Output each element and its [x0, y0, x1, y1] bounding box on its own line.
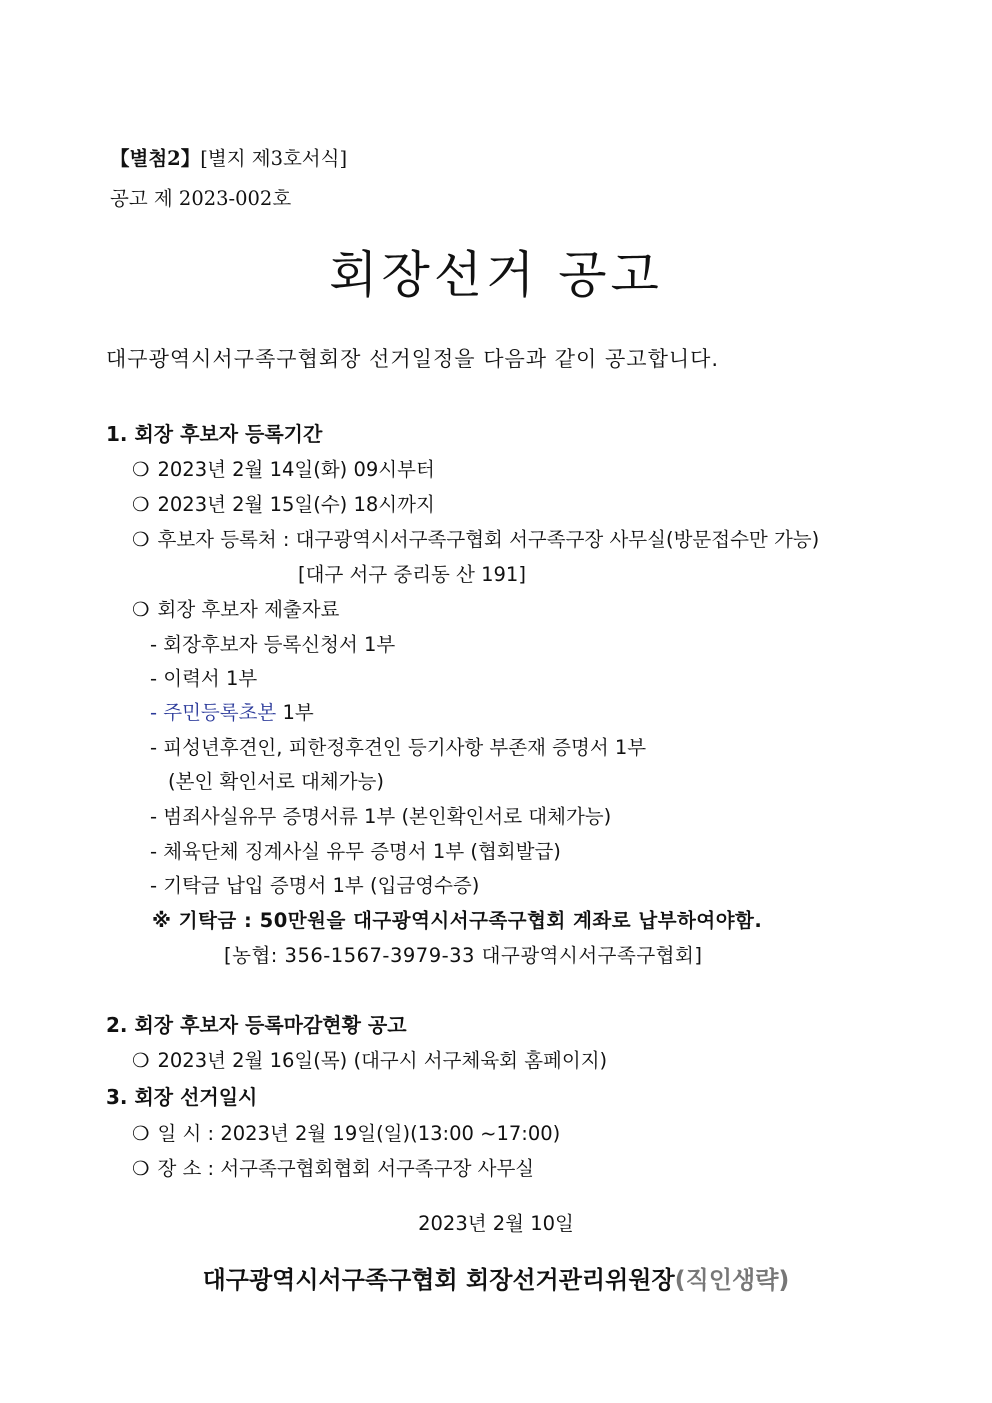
document-suffix: 1부 — [276, 701, 314, 724]
document-item — [150, 666, 257, 692]
page-title: 회장선거 공고 — [329, 246, 663, 304]
period-end: 2023년 2월 15일(수) 18시까지 — [157, 493, 435, 516]
bank-account: [농협: 356-1567-3979-33 대구광역시서구족구협회] — [224, 944, 703, 967]
election-datetime: 일 시 : 2023년 2월 19일(일)(13:00 ~17:00) — [157, 1122, 561, 1145]
document-item: - 기탁금 납입 증명서 1부 (입금영수증) — [150, 874, 480, 897]
attachment-label: 【별첨2】 — [110, 147, 201, 170]
bullet-circle-icon: ❍ — [132, 598, 150, 621]
dash: - — [150, 736, 164, 759]
bullet-circle-icon: ❍ — [132, 1049, 150, 1072]
announcement-date: 2023년 2월 16일(목) (대구시 서구체육회 홈페이지) — [157, 1049, 608, 1072]
document-item — [150, 700, 314, 726]
bullet-circle-icon: ❍ — [132, 493, 150, 516]
signature-line — [0, 1264, 992, 1296]
list-item — [132, 492, 435, 518]
section-3-heading: 3. 회장 선거일시 — [106, 1085, 258, 1109]
list-item — [132, 1121, 560, 1147]
document-text: 회장후보자 등록신청서 1부 — [163, 633, 396, 656]
section-1-heading: 1. 회장 후보자 등록기간 — [106, 422, 323, 446]
document-text: 피성년후견인, 피한정후견인 등기사항 부존재 증명서 1부 — [163, 736, 647, 759]
period-start: 2023년 2월 14일(화) 09시부터 — [157, 458, 435, 481]
list-item — [132, 527, 819, 553]
bullet-circle-icon: ❍ — [132, 458, 150, 481]
document-date: 2023년 2월 10일 — [418, 1212, 574, 1235]
intro-text: 대구광역시서구족구협회장 선거일정을 다음과 같이 공고합니다. — [106, 347, 720, 371]
notice-number: 공고 제 2023-002호 — [110, 187, 292, 210]
list-item — [132, 1156, 534, 1182]
list-item — [132, 597, 339, 623]
dash: - — [150, 633, 164, 656]
deposit-note: ※ 기탁금 : 50만원을 대구광역시서구족구협회 계좌로 납부하여야함. — [152, 909, 763, 932]
section-2-heading: 2. 회장 후보자 등록마감현황 공고 — [106, 1013, 407, 1037]
seal-omitted-note: (직인생략) — [674, 1266, 790, 1294]
list-item — [132, 457, 435, 483]
list-item — [132, 1048, 607, 1074]
dash: - — [150, 667, 164, 690]
attachment-header — [110, 146, 347, 172]
document-highlight: 주민등록초본 — [163, 701, 277, 724]
dash: - — [150, 701, 164, 724]
registration-place: 후보자 등록처 : 대구광역시서구족구협회 서구족구장 사무실(방문접수만 가능) — [157, 528, 820, 551]
bullet-circle-icon: ❍ — [132, 1122, 150, 1145]
bullet-circle-icon: ❍ — [132, 1157, 150, 1180]
registration-address: [대구 서구 중리동 산 191] — [298, 563, 526, 586]
form-label: [별지 제3호서식] — [200, 147, 348, 170]
document-item — [150, 632, 395, 658]
bullet-circle-icon: ❍ — [132, 528, 150, 551]
document-item — [150, 735, 646, 761]
document-item-continued: (본인 확인서로 대체가능) — [168, 770, 384, 793]
document-item: - 범죄사실유무 증명서류 1부 (본인확인서로 대체가능) — [150, 805, 612, 828]
signature-name: 대구광역시서구족구협회 회장선거관리위원장 — [202, 1266, 675, 1294]
documents-heading: 회장 후보자 제출자료 — [157, 598, 340, 621]
election-place: 장 소 : 서구족구협회협회 서구족구장 사무실 — [157, 1157, 535, 1180]
document-item: - 체육단체 징계사실 유무 증명서 1부 (협회발급) — [150, 840, 561, 863]
document-text: 이력서 1부 — [163, 667, 258, 690]
